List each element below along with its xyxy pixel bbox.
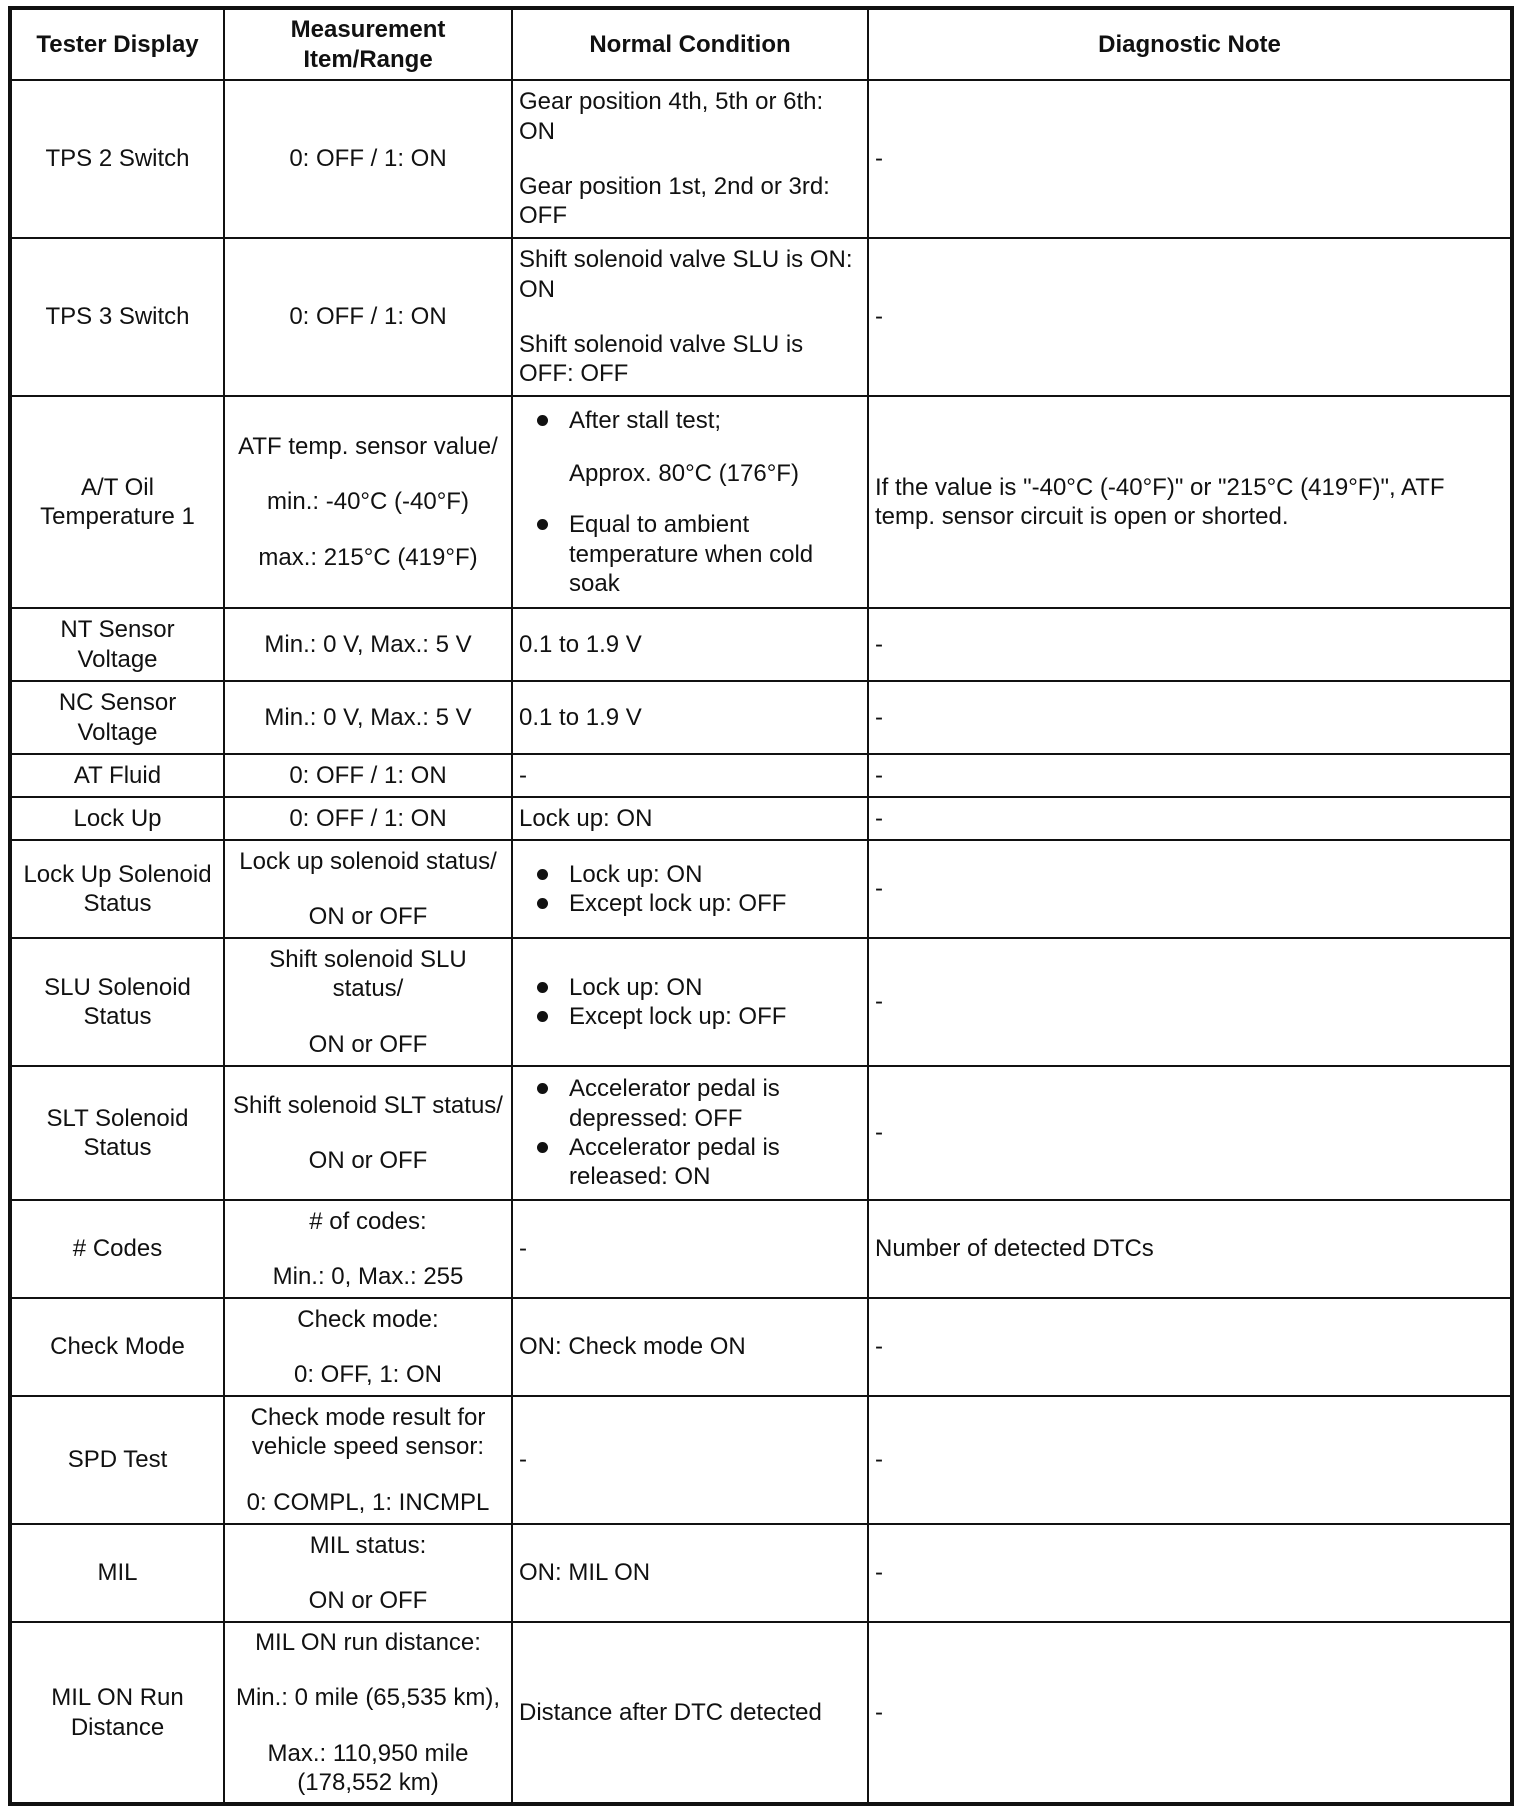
- condition-text: Except lock up: OFF: [569, 1003, 787, 1030]
- condition-text: Equal to ambient temperature when cold soak: [569, 511, 814, 597]
- table-row: [10, 1396, 1512, 1524]
- table-row: [10, 797, 1512, 840]
- condition-text: Gear position 1st, 2nd or 3rd: OFF: [519, 173, 830, 230]
- range-text: ON or OFF: [308, 903, 428, 930]
- table-row: [10, 840, 1512, 938]
- normal-condition-cell: [512, 80, 868, 238]
- range-text: MIL ON run distance:: [255, 1628, 481, 1656]
- measurement-range-cell: [224, 1066, 512, 1200]
- condition-bullet: [519, 1002, 861, 1031]
- table-row: [10, 608, 1512, 681]
- table-row: [10, 80, 1512, 238]
- normal-condition-cell: -: [512, 754, 868, 797]
- range-text: Check mode result for vehicle speed sensor:: [250, 1404, 486, 1461]
- normal-condition-cell: 0.1 to 1.9 V: [512, 608, 868, 681]
- diagnostic-note-cell: Number of detected DTCs: [868, 1200, 1512, 1298]
- diagnostic-note-cell: -: [868, 1066, 1512, 1200]
- normal-condition-cell: Lock up: ON: [512, 797, 868, 840]
- measurement-range-cell: Min.: 0 V, Max.: 5 V: [224, 681, 512, 754]
- condition-text: Except lock up: OFF: [569, 890, 787, 917]
- measurement-range-cell: [224, 938, 512, 1066]
- range-text: MIL status:: [309, 1531, 427, 1559]
- measurement-range-cell: [224, 1524, 512, 1622]
- normal-condition-cell: [512, 938, 868, 1066]
- diagnostic-note-cell: -: [868, 754, 1512, 797]
- normal-condition-cell: Distance after DTC detected: [512, 1622, 868, 1804]
- table-row: [10, 396, 1512, 608]
- condition-list: [519, 406, 861, 598]
- measurement-range-cell: [224, 1298, 512, 1396]
- range-text: 0: OFF, 1: ON: [293, 1361, 443, 1388]
- range-text: max.: 215°C (419°F): [258, 543, 478, 571]
- normal-condition-cell: ON: Check mode ON: [512, 1298, 868, 1396]
- tester-display-cell: Lock Up Solenoid Status: [10, 840, 224, 938]
- range-text: min.: -40°C (-40°F): [267, 488, 469, 516]
- range-text: Lock up solenoid status/: [239, 847, 497, 875]
- normal-condition-cell: [512, 840, 868, 938]
- condition-subtext: Approx. 80°C (176°F): [569, 460, 799, 488]
- range-text: Check mode:: [297, 1305, 439, 1333]
- measurement-range-cell: [224, 840, 512, 938]
- tester-display-cell: MIL: [10, 1524, 224, 1622]
- tester-display-cell: # Codes: [10, 1200, 224, 1298]
- condition-bullet: [519, 510, 861, 598]
- diagnostic-note-cell: -: [868, 1622, 1512, 1804]
- data-list-table: [8, 6, 1514, 1806]
- condition-bullet: [519, 860, 861, 889]
- condition-bullet: [519, 406, 861, 489]
- normal-condition-cell: 0.1 to 1.9 V: [512, 681, 868, 754]
- range-text: Shift solenoid SLU status/: [269, 946, 467, 1003]
- condition-text: Shift solenoid valve SLU is OFF: OFF: [519, 331, 804, 388]
- range-text: 0: OFF / 1: ON: [289, 303, 447, 331]
- diagnostic-note-cell: -: [868, 797, 1512, 840]
- condition-text: Shift solenoid valve SLU is ON: ON: [519, 246, 853, 303]
- tester-display-cell: MIL ON Run Distance: [10, 1622, 224, 1804]
- normal-condition-cell: [512, 396, 868, 608]
- measurement-range-cell: [224, 1622, 512, 1804]
- diagnostic-note-cell: If the value is "-40°C (-40°F)" or "215°C (419°F)", ATF temp. sensor circuit is open or shorted.: [868, 396, 1512, 608]
- range-text: Min.: 0 mile (65,535 km),: [235, 1684, 501, 1712]
- header-measurement-item: Measurement Item/Range: [224, 8, 512, 80]
- table-row: [10, 681, 1512, 754]
- table-row: [10, 238, 1512, 396]
- header-tester-display: Tester Display: [10, 8, 224, 80]
- tester-display-cell: Lock Up: [10, 797, 224, 840]
- condition-bullet: [519, 1074, 861, 1133]
- condition-text: Gear position 4th, 5th or 6th: ON: [519, 88, 824, 145]
- normal-condition-cell: -: [512, 1396, 868, 1524]
- normal-condition-cell: [512, 1066, 868, 1200]
- tester-display-cell: AT Fluid: [10, 754, 224, 797]
- diagnostic-note-cell: -: [868, 608, 1512, 681]
- range-text: Max.: 110,950 mile (178,552 km): [267, 1739, 469, 1796]
- tester-display-cell: SLT Solenoid Status: [10, 1066, 224, 1200]
- table-row: [10, 1200, 1512, 1298]
- condition-list: [519, 973, 861, 1032]
- condition-text: Lock up: ON: [569, 973, 703, 1001]
- table-row: [10, 754, 1512, 797]
- condition-bullet: [519, 973, 861, 1002]
- condition-text: Accelerator pedal is released: ON: [569, 1134, 780, 1191]
- condition-text: Accelerator pedal is depressed: OFF: [569, 1075, 780, 1132]
- range-text: # of codes:: [309, 1207, 427, 1235]
- tester-display-cell: A/T Oil Temperature 1: [10, 396, 224, 608]
- normal-condition-cell: ON: MIL ON: [512, 1524, 868, 1622]
- diagnostic-note-cell: -: [868, 80, 1512, 238]
- header-diagnostic-note: Diagnostic Note: [868, 8, 1512, 80]
- header-normal-condition: Normal Condition: [512, 8, 868, 80]
- diagnostic-note-cell: -: [868, 1298, 1512, 1396]
- table-row: [10, 1622, 1512, 1804]
- measurement-range-cell: 0: OFF / 1: ON: [224, 754, 512, 797]
- header-row: [10, 8, 1512, 80]
- normal-condition-cell: [512, 238, 868, 396]
- range-text: Shift solenoid SLT status/: [233, 1091, 503, 1119]
- condition-text: Lock up: ON: [569, 860, 703, 888]
- tester-display-cell: Check Mode: [10, 1298, 224, 1396]
- tester-display-cell: TPS 2 Switch: [10, 80, 224, 238]
- tester-display-cell: NT Sensor Voltage: [10, 608, 224, 681]
- diagnostic-note-cell: -: [868, 681, 1512, 754]
- data-list-table-container: [8, 6, 1514, 1806]
- measurement-range-cell: [224, 1396, 512, 1524]
- diagnostic-note-cell: -: [868, 840, 1512, 938]
- condition-text: After stall test;: [569, 406, 722, 434]
- measurement-range-cell: Min.: 0 V, Max.: 5 V: [224, 608, 512, 681]
- table-row: [10, 1066, 1512, 1200]
- tester-display-cell: SPD Test: [10, 1396, 224, 1524]
- diagnostic-note-cell: -: [868, 238, 1512, 396]
- measurement-range-cell: [224, 238, 512, 396]
- condition-list: [519, 860, 861, 919]
- table-row: [10, 1524, 1512, 1622]
- measurement-range-cell: 0: OFF / 1: ON: [224, 797, 512, 840]
- range-text: ON or OFF: [308, 1147, 428, 1174]
- diagnostic-note-cell: -: [868, 1524, 1512, 1622]
- diagnostic-note-cell: -: [868, 938, 1512, 1066]
- measurement-range-cell: [224, 396, 512, 608]
- range-text: Min.: 0, Max.: 255: [272, 1263, 464, 1290]
- range-text: 0: OFF / 1: ON: [289, 145, 447, 173]
- measurement-range-cell: [224, 1200, 512, 1298]
- tester-display-cell: TPS 3 Switch: [10, 238, 224, 396]
- range-text: ATF temp. sensor value/: [238, 433, 498, 461]
- tester-display-cell: NC Sensor Voltage: [10, 681, 224, 754]
- table-row: [10, 938, 1512, 1066]
- tester-display-cell: SLU Solenoid Status: [10, 938, 224, 1066]
- condition-bullet: [519, 1133, 861, 1192]
- normal-condition-cell: -: [512, 1200, 868, 1298]
- range-text: ON or OFF: [308, 1030, 428, 1058]
- range-text: 0: COMPL, 1: INCMPL: [246, 1488, 490, 1516]
- diagnostic-note-cell: -: [868, 1396, 1512, 1524]
- condition-bullet: [519, 889, 861, 918]
- table-row: [10, 1298, 1512, 1396]
- measurement-range-cell: [224, 80, 512, 238]
- range-text: ON or OFF: [308, 1587, 428, 1614]
- condition-list: [519, 1074, 861, 1191]
